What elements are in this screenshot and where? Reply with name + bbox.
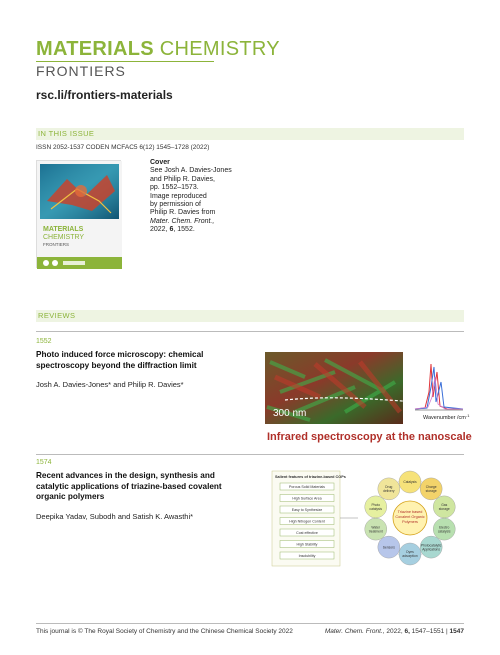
- pifm-graphic: [265, 352, 472, 444]
- cover-thumbnail[interactable]: [36, 160, 121, 268]
- cover-citation-year: 2022,: [150, 226, 170, 234]
- ring-node-label: Applications: [422, 547, 441, 552]
- ring-node-label: Drug: [385, 485, 393, 490]
- features-list: [280, 483, 334, 559]
- ring-node-label: Gas: [441, 503, 448, 508]
- ring-node-label: Electro: [439, 525, 450, 530]
- article-2-graphic[interactable]: [270, 466, 465, 571]
- footer-citation: [325, 628, 464, 635]
- journal-title-light: CHEMISTRY: [159, 38, 280, 60]
- article-2-title-line: Recent advances in the design, synthesis and: [36, 471, 215, 480]
- cover-citation-vol: 6: [169, 226, 174, 234]
- ring-node-label: storage: [425, 489, 437, 494]
- triazine-graphic: [270, 466, 465, 571]
- feature-label: Insolubility: [298, 553, 316, 558]
- article-divider: [36, 454, 464, 455]
- journal-title-rule: [36, 61, 214, 62]
- cover-thumb-title-3: FRONTIERS: [43, 242, 70, 247]
- ring-node-label: Water: [371, 525, 381, 530]
- journal-subtitle: FRONTIERS: [36, 63, 126, 79]
- center-label-3: Polymers: [402, 520, 418, 524]
- cover-thumb-title-1: MATERIALS: [43, 226, 84, 233]
- ring-node-label: Catalysis: [403, 480, 417, 485]
- ring-node-label: catalysis: [437, 529, 451, 534]
- features-header: Salient features of triazine-based COPs: [275, 475, 346, 479]
- feature-label: Easy to Synthesize: [291, 507, 323, 512]
- article-2-title-line: organic polymers: [36, 492, 105, 501]
- page-number: 1547: [449, 628, 464, 635]
- article-1-page: 1552: [36, 338, 52, 345]
- cover-line: and Philip R. Davies,: [150, 175, 215, 183]
- journal-title-bold: MATERIALS: [36, 38, 154, 60]
- feature-label: Cost effective: [296, 530, 318, 535]
- cover-heading: Cover: [150, 159, 170, 166]
- graphic-caption: Infrared spectroscopy at the nanoscale: [267, 431, 472, 443]
- article-1-title-line: spectroscopy beyond the diffraction limit: [36, 360, 197, 370]
- feature-label: High Nitrogen Content: [289, 519, 325, 524]
- footer-rule: [36, 623, 464, 624]
- cover-line: pp. 1552–1573.: [150, 184, 199, 192]
- cover-citation-page: , 1552.: [173, 226, 195, 234]
- article-2-page: 1574: [36, 459, 52, 466]
- axis-label: Wavenumber $/cm^{-1}$: [423, 413, 470, 421]
- article-1-graphic[interactable]: [265, 352, 472, 444]
- footer-vol: 6,: [404, 628, 410, 635]
- article-1-title-line: Photo induced force microscopy: chemical: [36, 350, 204, 359]
- reviews-label: REVIEWS: [38, 311, 76, 320]
- in-this-issue-band: [36, 128, 464, 140]
- ring-node-label: adsorption: [402, 554, 418, 559]
- ring-node-label: treatment: [368, 529, 383, 534]
- article-1-title[interactable]: [36, 350, 236, 371]
- center-label-1: Triazine based: [397, 510, 423, 514]
- feature-label: Porous Solid Materials: [289, 484, 325, 489]
- footer-copyright: This journal is © The Royal Society of Chemistry and the Chinese Chemical Society 2022: [36, 628, 293, 635]
- feature-label: High Stability: [296, 542, 318, 547]
- article-1-authors: Josh A. Davies-Jones* and Philip R. Davies*: [36, 380, 184, 389]
- journal-title: [36, 38, 280, 61]
- cover-line: See Josh A. Davies-Jones: [150, 167, 232, 175]
- cover-art: [37, 161, 122, 269]
- cover-citation-journal: Mater. Chem. Front.,: [150, 217, 215, 225]
- cover-line: Image reproduced: [150, 192, 207, 200]
- article-2-title[interactable]: [36, 471, 236, 503]
- issn-line: ISSN 2052-1537 CODEN MCFAC5 6(12) 1545–1728 (2022): [36, 144, 210, 151]
- ring-node-label: catalysis: [369, 507, 383, 512]
- article-2-title-line: catalytic applications of triazine-based covalent: [36, 481, 222, 491]
- reviews-band: [36, 310, 464, 322]
- footer-year: 2022,: [384, 628, 405, 635]
- feature-label: High Surface Area: [292, 496, 322, 501]
- reviews-rule: [36, 331, 464, 332]
- scale-bar-label: 300 nm: [273, 408, 307, 419]
- ring-node-label: Sensors: [382, 545, 395, 550]
- journal-url[interactable]: rsc.li/frontiers-materials: [36, 88, 173, 102]
- ring-node-label: Photo: [371, 503, 381, 508]
- ring-node-label: delivery: [383, 489, 395, 494]
- footer-journal: Mater. Chem. Front.,: [324, 628, 385, 635]
- ring-node-label: Photocatalytic: [420, 543, 442, 548]
- in-this-issue-label: IN THIS ISSUE: [38, 129, 95, 138]
- ring-node-label: storage: [438, 507, 450, 512]
- footer-pages: 1547–1551 |: [409, 628, 450, 635]
- center-label-2: Covalent Organic: [395, 515, 425, 519]
- ring-node-label: Charge: [425, 485, 437, 490]
- cover-line: Philip R. Davies from: [150, 209, 216, 217]
- cover-description: [150, 159, 290, 235]
- cover-thumb-title-2: CHEMISTRY: [43, 234, 85, 241]
- ring-node-label: Dyes: [406, 550, 414, 555]
- article-2-authors: Deepika Yadav, Subodh and Satish K. Awasthi*: [36, 512, 194, 521]
- cover-line: by permission of: [150, 201, 201, 209]
